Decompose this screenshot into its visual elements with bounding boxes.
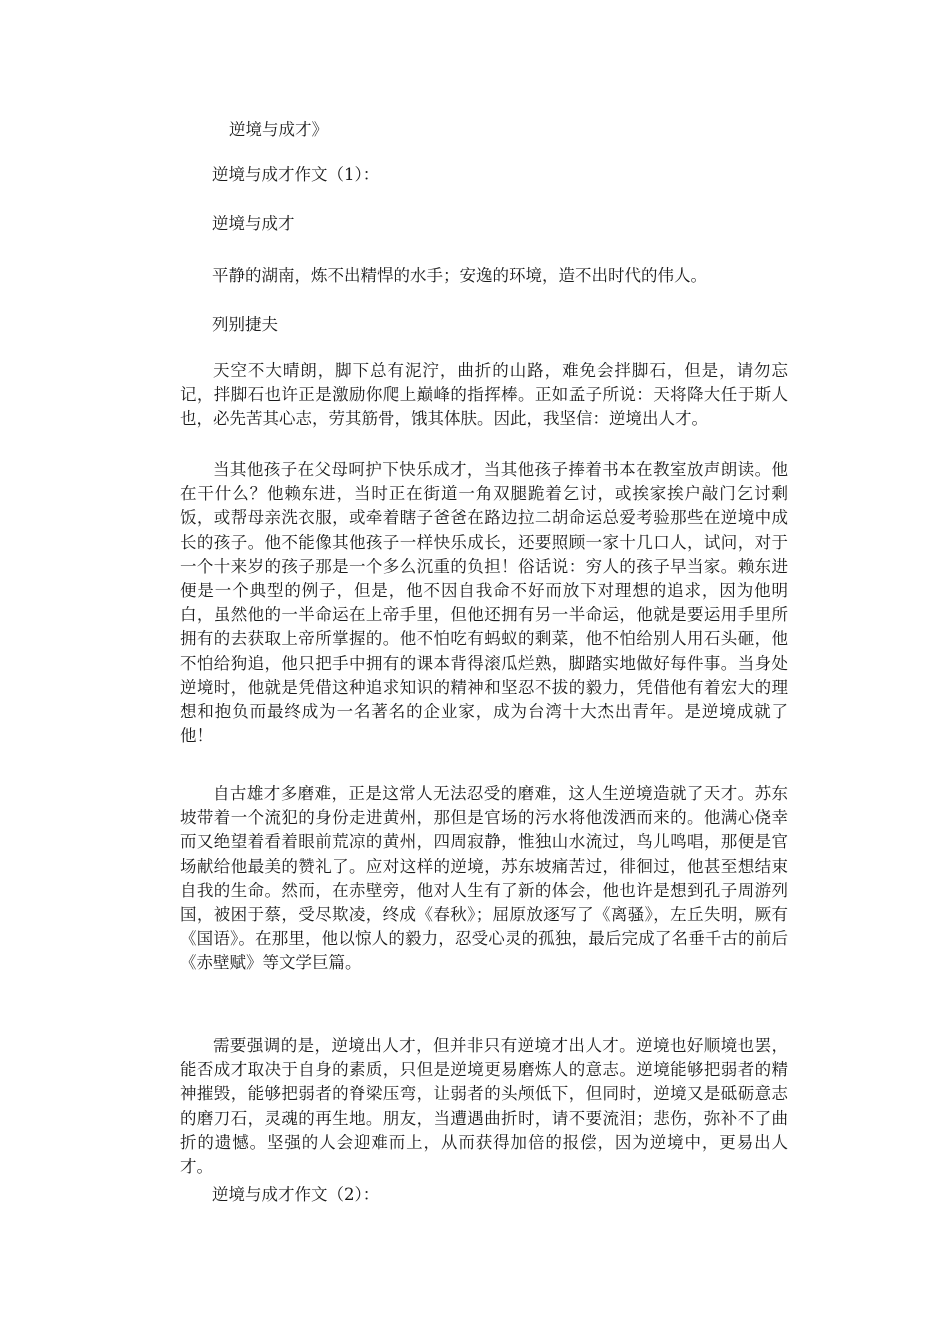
- paragraph: 当其他孩子在父母呵护下快乐成才，当其他孩子捧着书本在教室放声朗读。他在干什么？他赖东进，当时正在街道一角双腿跪着乞讨，或挨家挨户敲门乞讨剩饭，或帮母亲洗衣服，或牵着瞎子爸爸在路边拉二胡命运总爱考验那些在逆境中成长的孩子。他不能像其他孩子一样快乐成长，还要照顾一家十几口人，试问，对于一个十来岁的孩子那是一个多么沉重的负担！俗话说：穷人的孩子早当家。赖东进便是一个典型的例子，但是，他不因自我命不好而放下对理想的追求，因为他明白，虽然他的一半命运在上帝手里，但他还拥有另一半命运，他就是要运用手里所拥有的去获取上帝所掌握的。他不怕吃有蚂蚁的剩菜，他不怕给别人用石头砸，他不怕给狗追，他只把手中拥有的课本背得滚瓜烂熟，脚踏实地做好每件事。当身处逆境时，他就是凭借这种追求知识的精神和坚忍不拔的毅力，凭借他有着宏大的理想和抱负而最终成为一名著名的企业家，成为台湾十大杰出青年。是逆境成就了他！: [180, 460, 788, 746]
- paragraph: 天空不大晴朗，脚下总有泥泞，曲折的山路，难免会拌脚石，但是，请勿忘记，拌脚石也许正是激励你爬上巅峰的指挥棒。正如孟子所说：天将降大任于斯人也，必先苦其心志，劳其筋骨，饿其体肤。因此，我坚信：逆境出人才。: [180, 361, 788, 429]
- quote-author: 列别捷夫: [212, 315, 278, 334]
- paragraph: 需要强调的是，逆境出人才，但并非只有逆境才出人才。逆境也好顺境也罢，能否成才取决于自身的素质，只但是逆境更易磨炼人的意志。逆境能够把弱者的精神摧毁，能够把弱者的脊梁压弯，让弱者的头颅低下，但同时，逆境又是砥砺意志的磨刀石，灵魂的再生地。朋友，当遭遇曲折时，请不要流泪；悲伤，弥补不了曲折的遗憾。坚强的人会迎难而上，从而获得加倍的报偿，因为逆境中，更易出人才。: [180, 1036, 788, 1177]
- essay-1-heading: 逆境与成才作文（1）：: [212, 165, 380, 184]
- essay-1-title: 逆境与成才: [212, 214, 295, 233]
- essay-2-heading: 逆境与成才作文（2）：: [212, 1185, 380, 1204]
- quote: 平静的湖南，炼不出精悍的水手；安逸的环境，造不出时代的伟人。: [212, 266, 707, 285]
- document-title-fragment: 逆境与成才》: [229, 120, 328, 139]
- paragraph: 自古雄才多磨难，正是这常人无法忍受的磨难，这人生逆境造就了天才。苏东坡带着一个流犯的身份走进黄州，那但是官场的污水将他泼洒而来的。他满心侥幸而又绝望着看着眼前荒凉的黄州，四周寂静，惟独山水流过，鸟儿鸣唱，那便是官场献给他最美的赞礼了。应对这样的逆境，苏东坡痛苦过，徘徊过，他甚至想结束自我的生命。然而，在赤壁旁，他对人生有了新的体会，他也许是想到孔子周游列国，被困于蔡，受尽欺凌，终成《春秋》；屈原放逐写了《离骚》，左丘失明，厥有《国语》。在那里，他以惊人的毅力，忍受心灵的孤独，最后完成了名垂千古的前后《赤壁赋》等文学巨篇。: [180, 784, 788, 973]
